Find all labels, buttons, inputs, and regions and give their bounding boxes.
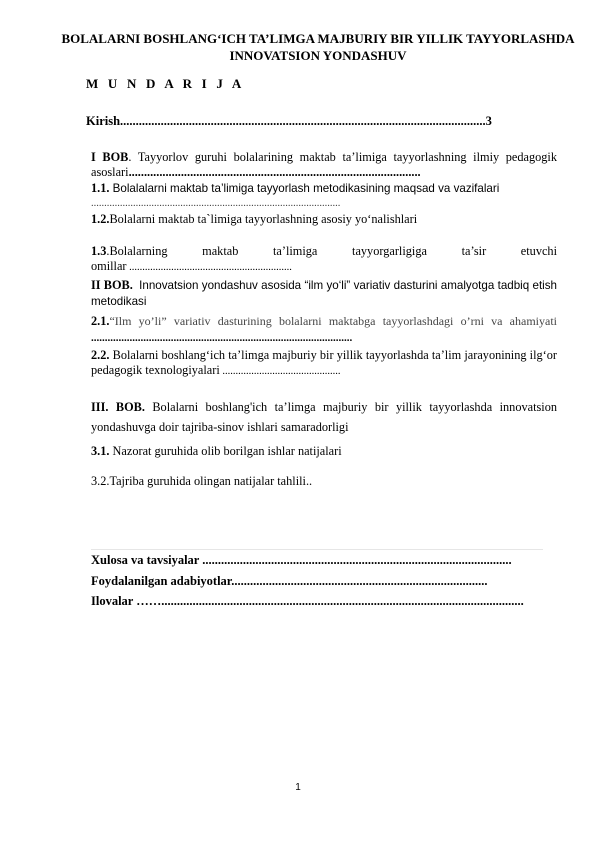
toc-text: Bolalarni boshlang‘ich ta’limga majburiy bir yillik tayyorlashda ta’lim jarayonining ilg‘or pedagogik texnologiyalari	[91, 348, 557, 377]
toc-entry-1-1	[91, 181, 557, 211]
toc-text: . Tayyorlov guruhi bolalarining maktab ta’limiga tayyorlashning ilmiy pedagogik asoslari	[91, 150, 557, 179]
toc-entry-kirish: Kirish.....................................................................................................................3	[86, 114, 492, 128]
document-title: BOLALARNI BOSHLANG‘ICH TA’LIMGA MAJBURIY BIR YILLIK TAYYORLASHDA INNOVATSION YONDASHUV	[61, 31, 575, 63]
toc-number: III. BOB.	[91, 400, 145, 414]
toc-text: Bolalarni boshlang'ich ta’limga majburiy bir yillik tayyorlashda innovatsion yondashuvga doir tajriba-sinov ishlari samaradorligi	[91, 400, 557, 434]
toc-entry-1-2	[91, 212, 557, 227]
toc-entry-bob3	[91, 397, 557, 437]
toc-entry-2-2	[91, 348, 557, 380]
toc-number: 1.2.	[91, 212, 110, 226]
toc-entry-bob2	[91, 278, 557, 310]
toc-entry-3-1	[91, 444, 557, 459]
toc-text: Bolalarni maktab ta`limiga tayyorlashning asosiy yo‘nalishlari	[109, 212, 418, 226]
toc-number: 1.3	[91, 244, 107, 258]
toc-number: I BOB	[91, 150, 129, 164]
toc-text: 3.2.Tajriba guruhida olingan natijalar tahlili..	[91, 474, 313, 488]
toc-entry-foydalanilgan: Foydalanilgan adabiyotlar..................................................................................	[91, 574, 488, 588]
toc-entry-2-1	[91, 314, 557, 345]
toc-text: Innovatsion yondashuv asosida “ilm yo‘li” variativ dasturini amalyotga tadbiq etish metodikasi	[91, 279, 557, 308]
toc-number: 3.1.	[91, 444, 110, 458]
toc-dots: ...............................................................................................	[91, 331, 353, 344]
page-number: 1	[295, 782, 301, 793]
contents-heading: M U N D A R I J A	[86, 76, 245, 91]
toc-entry-3-2	[91, 474, 557, 489]
toc-number: 2.2.	[91, 348, 110, 362]
toc-text: “Ilm yo’li” variativ dasturining bolalarni maktabga tayyorlashdagi o’rni va ahamiyati	[109, 314, 557, 328]
toc-text: .Bolalarning maktab ta’limiga tayyorgarligiga ta’sir etuvchi	[106, 244, 557, 258]
toc-entry-ilovalar: Ilovalar ……....................................................................................................................	[91, 594, 524, 608]
toc-dots: ...............................................................................................	[128, 164, 421, 179]
toc-entry-bob1	[91, 150, 557, 180]
divider	[91, 549, 543, 550]
toc-number: 2.1.	[91, 314, 110, 328]
toc-dots: ..............................................................	[126, 261, 292, 273]
toc-dots: .............................................	[219, 365, 341, 377]
toc-text: Bolalalarni maktab ta’limiga tayyorlash metodikasining maqsad va vazifalari	[109, 182, 500, 195]
toc-text: Nazorat guruhida olib borilgan ishlar natijalari	[109, 444, 342, 458]
toc-number: II BOB.	[91, 278, 133, 292]
toc-text-cont: omillar	[91, 258, 127, 273]
toc-entry-1-3	[91, 244, 557, 276]
toc-dots: ...............................................................................................	[91, 197, 341, 209]
toc-number: 1.1.	[91, 181, 110, 195]
toc-entry-xulosa: Xulosa va tavsiyalar ...................................................................................................	[91, 553, 512, 567]
